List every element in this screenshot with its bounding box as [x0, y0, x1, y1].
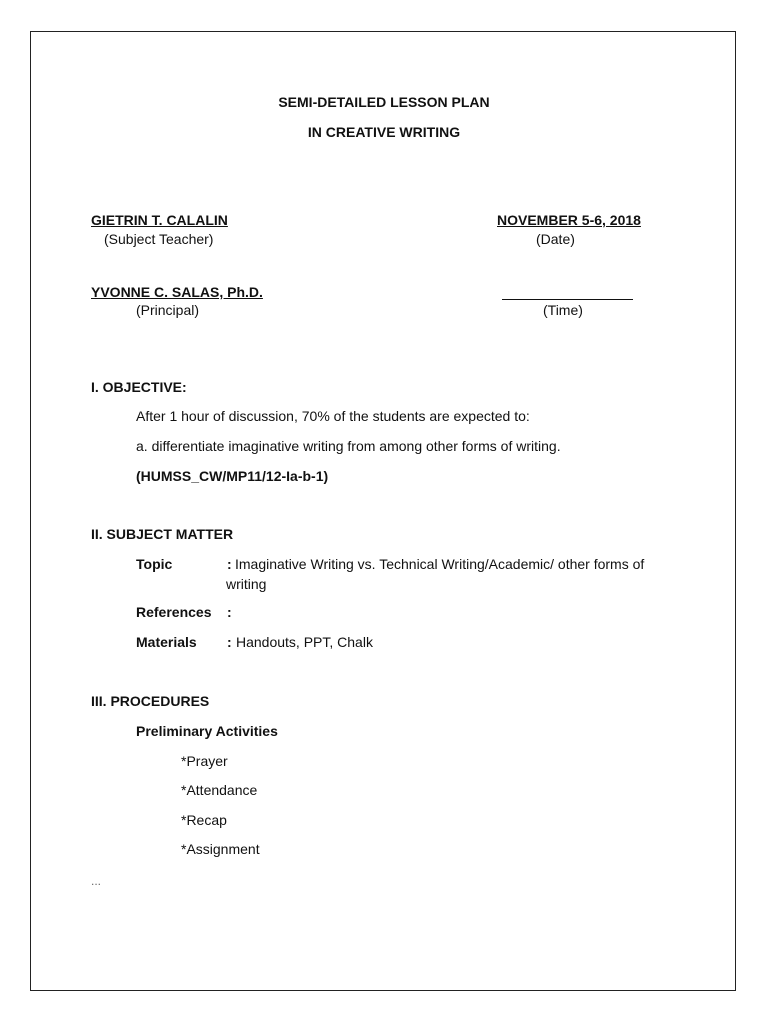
document-page: [30, 31, 736, 991]
topic-label: Topic: [136, 556, 173, 572]
competency-code: (HUMSS_CW/MP11/12-Ia-b-1): [136, 468, 329, 484]
objective-heading: I. OBJECTIVE:: [91, 379, 187, 395]
materials-label: Materials: [136, 634, 197, 650]
list-item: *Assignment: [181, 841, 260, 857]
topic-colon: :: [227, 556, 232, 572]
references-colon: :: [227, 604, 232, 620]
document-subtitle: IN CREATIVE WRITING: [307, 124, 461, 140]
materials-value: Handouts, PPT, Chalk: [236, 634, 373, 650]
date-value: NOVEMBER 5-6, 2018: [497, 212, 641, 228]
list-item: *Prayer: [181, 753, 228, 769]
list-item: *Attendance: [181, 782, 258, 798]
teacher-role: (Subject Teacher): [104, 231, 214, 247]
materials-colon: :: [227, 634, 232, 650]
principal-name: YVONNE C. SALAS, Ph.D.: [91, 284, 263, 300]
subject-matter-heading: II. SUBJECT MATTER: [91, 526, 234, 542]
time-signature-line: [502, 299, 633, 300]
references-label: References: [136, 604, 212, 620]
objective-item-a: a. differentiate imaginative writing from among other forms of writing.: [136, 438, 561, 454]
teacher-name: GIETRIN T. CALALIN: [91, 212, 228, 228]
preliminary-activities-heading: Preliminary Activities: [136, 723, 278, 739]
objective-intro: After 1 hour of discussion, 70% of the students are expected to:: [136, 408, 530, 424]
time-label: (Time): [543, 302, 583, 318]
date-label: (Date): [536, 231, 575, 247]
document-title: SEMI-DETAILED LESSON PLAN: [278, 94, 490, 110]
continuation-ellipsis: ...: [91, 874, 102, 888]
procedures-heading: III. PROCEDURES: [91, 693, 210, 709]
principal-role: (Principal): [136, 302, 200, 318]
topic-value: Imaginative Writing vs. Technical Writing/Academic/ other forms of writing: [226, 556, 645, 592]
list-item: *Recap: [181, 812, 227, 828]
